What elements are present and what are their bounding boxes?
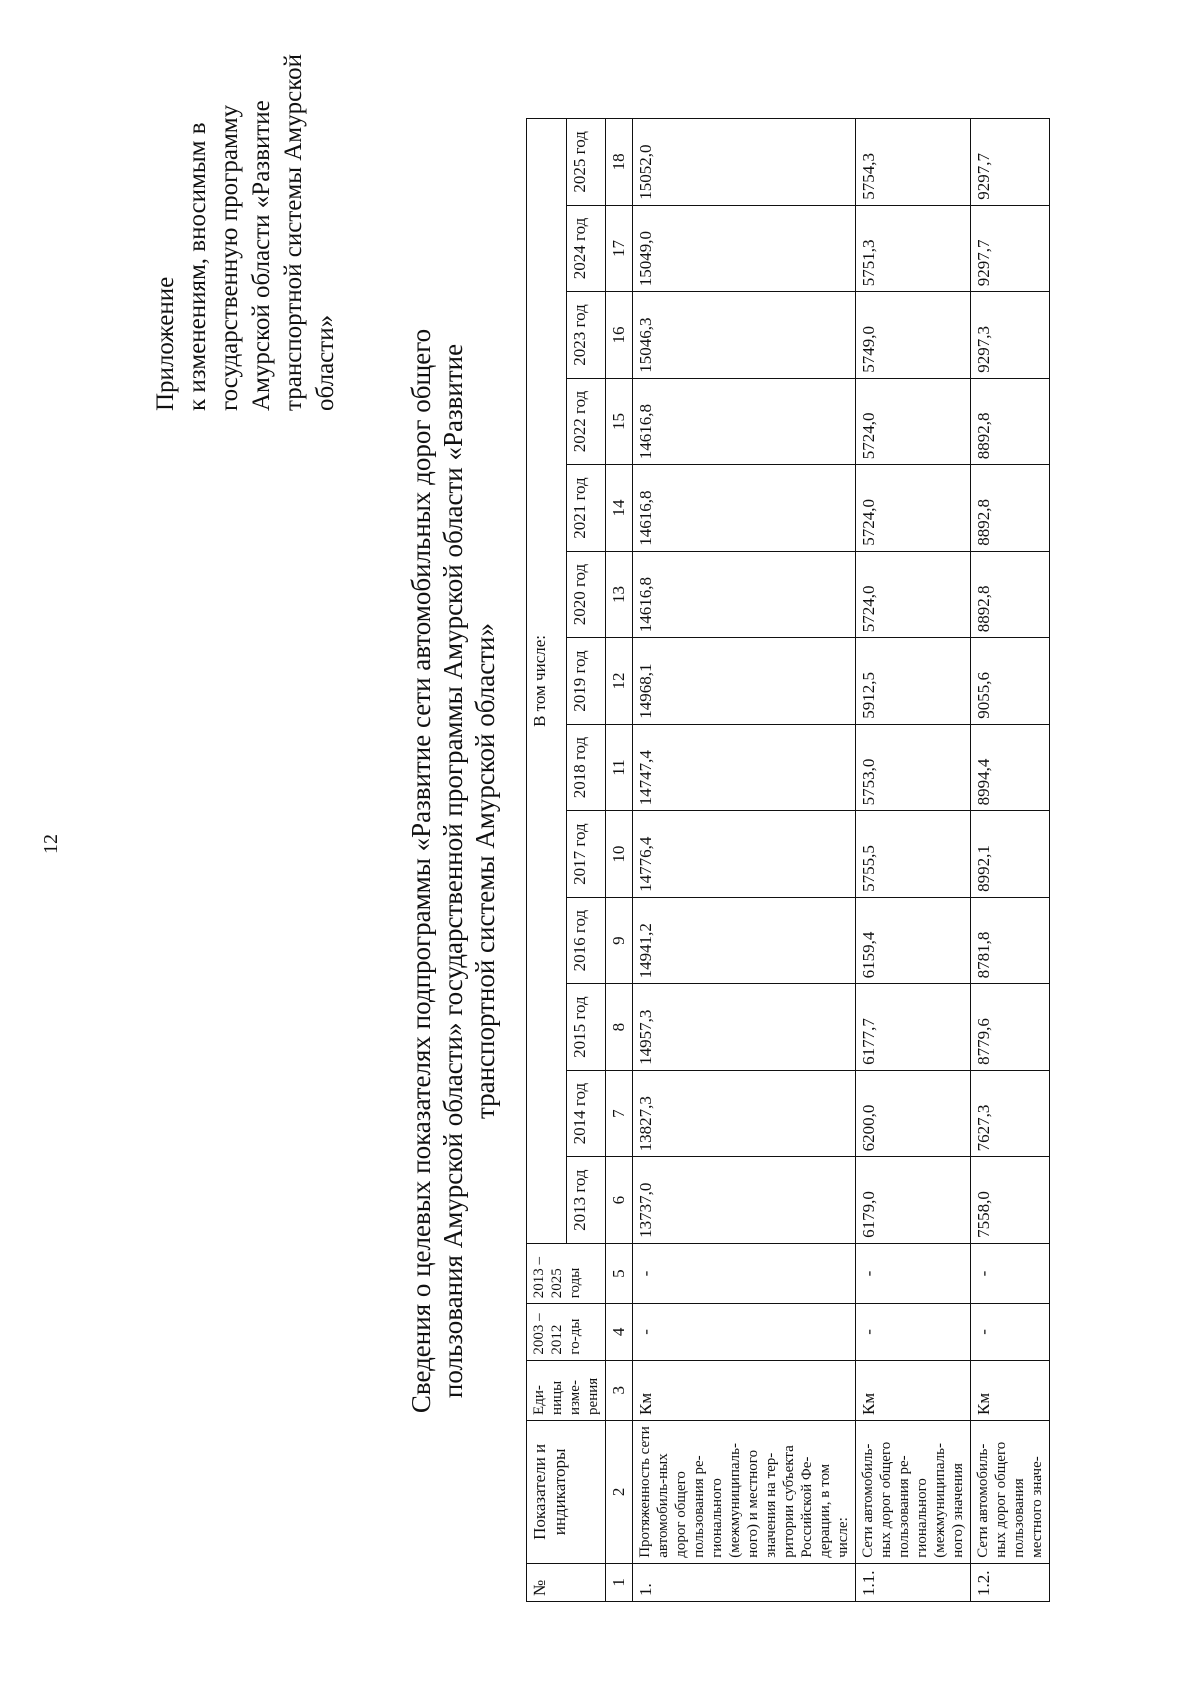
row-indicator-name: Сети автомобиль-ных дорог общего пользования местного значе- bbox=[971, 1420, 1050, 1563]
row-year-value: 9055,6 bbox=[971, 638, 1050, 725]
row-year-value: 8892,8 bbox=[971, 551, 1050, 638]
row-year-value: 6159,4 bbox=[856, 897, 971, 984]
row-unit: Км bbox=[633, 1360, 856, 1420]
row-period-2013-2025: - bbox=[633, 1243, 856, 1303]
row-year-value: 5724,0 bbox=[856, 378, 971, 465]
document-title: Сведения о целевых показателях подпрограммы «Развитие сети автомобильных дорог общего пользования Амурской области» государственной программы Амурской области «Развитие транспортной системы Амурской области» bbox=[406, 328, 500, 1414]
header-row bbox=[527, 119, 567, 1602]
row-period-2013-2025: - bbox=[856, 1243, 971, 1303]
header-year: 2013 год bbox=[566, 1157, 606, 1244]
row-year-value: 15052,0 bbox=[633, 119, 856, 206]
column-number: 10 bbox=[606, 811, 633, 898]
row-year-value: 7627,3 bbox=[971, 1070, 1050, 1157]
row-period-2003-2012: - bbox=[633, 1304, 856, 1360]
table-row bbox=[971, 119, 1050, 1602]
column-number: 2 bbox=[606, 1420, 633, 1563]
header-year: 2016 год bbox=[566, 897, 606, 984]
header-num: № bbox=[527, 1563, 606, 1601]
row-number: 1. bbox=[633, 1563, 856, 1601]
row-year-value: 14968,1 bbox=[633, 638, 856, 725]
table-row bbox=[856, 119, 971, 1602]
row-year-value: 8781,8 bbox=[971, 897, 1050, 984]
column-number: 5 bbox=[606, 1243, 633, 1303]
header-unit: Еди-ницы изме-рения bbox=[527, 1360, 606, 1420]
header-indicator: Показатели и индикаторы bbox=[527, 1420, 606, 1563]
header-year: 2024 год bbox=[566, 205, 606, 292]
page-number: 12 bbox=[40, 834, 62, 854]
column-number: 9 bbox=[606, 897, 633, 984]
header-year: 2018 год bbox=[566, 724, 606, 811]
row-year-value: 15049,0 bbox=[633, 205, 856, 292]
row-year-value: 14616,8 bbox=[633, 465, 856, 552]
row-year-value: 8994,4 bbox=[971, 724, 1050, 811]
row-year-value: 14776,4 bbox=[633, 811, 856, 898]
row-unit: Км bbox=[856, 1360, 971, 1420]
appendix-line: области» bbox=[312, 314, 339, 411]
row-indicator-name: Протяженность сети автомобиль-ных дорог общего пользования ре-гионального (межмуниципаль-ного) и местного значения на тер-ритории субъекта Российской Фе-дерации, в том числе: bbox=[633, 1420, 856, 1563]
appendix-line: Приложение bbox=[152, 276, 179, 411]
row-year-value: 7558,0 bbox=[971, 1157, 1050, 1244]
column-number: 4 bbox=[606, 1304, 633, 1360]
column-number: 14 bbox=[606, 465, 633, 552]
row-year-value: 15046,3 bbox=[633, 292, 856, 379]
appendix-line: государственную программу bbox=[216, 104, 243, 411]
column-number: 13 bbox=[606, 551, 633, 638]
row-year-value: 14747,4 bbox=[633, 724, 856, 811]
row-number: 1.1. bbox=[856, 1563, 971, 1601]
header-including: В том числе: bbox=[527, 119, 567, 1244]
header-year: 2015 год bbox=[566, 984, 606, 1071]
column-number: 11 bbox=[606, 724, 633, 811]
column-number: 6 bbox=[606, 1157, 633, 1244]
header-year: 2023 год bbox=[566, 292, 606, 379]
column-number: 7 bbox=[606, 1070, 633, 1157]
row-year-value: 14616,8 bbox=[633, 551, 856, 638]
row-year-value: 5724,0 bbox=[856, 551, 971, 638]
row-year-value: 6200,0 bbox=[856, 1070, 971, 1157]
appendix-line: Амурской области «Развитие bbox=[248, 100, 275, 411]
row-indicator-name: Сети автомобиль-ных дорог общего пользования ре-гионального (межмуниципаль-ного) значения bbox=[856, 1420, 971, 1563]
row-period-2013-2025: - bbox=[971, 1243, 1050, 1303]
header-year: 2014 год bbox=[566, 1070, 606, 1157]
row-year-value: 5724,0 bbox=[856, 465, 971, 552]
column-number: 8 bbox=[606, 984, 633, 1071]
column-number: 1 bbox=[606, 1563, 633, 1601]
appendix-line: к изменениям, вносимым в bbox=[184, 122, 211, 411]
row-year-value: 8892,8 bbox=[971, 465, 1050, 552]
row-year-value: 5755,5 bbox=[856, 811, 971, 898]
row-year-value: 14957,3 bbox=[633, 984, 856, 1071]
row-year-value: 14616,8 bbox=[633, 378, 856, 465]
header-year: 2019 год bbox=[566, 638, 606, 725]
row-year-value: 6177,7 bbox=[856, 984, 971, 1071]
row-year-value: 9297,7 bbox=[971, 205, 1050, 292]
column-number: 16 bbox=[606, 292, 633, 379]
row-year-value: 13827,3 bbox=[633, 1070, 856, 1157]
column-number: 12 bbox=[606, 638, 633, 725]
row-year-value: 5749,0 bbox=[856, 292, 971, 379]
row-year-value: 8779,6 bbox=[971, 984, 1050, 1071]
row-year-value: 5754,3 bbox=[856, 119, 971, 206]
row-year-value: 14941,2 bbox=[633, 897, 856, 984]
column-number: 17 bbox=[606, 205, 633, 292]
header-period-2003-2012: 2003 – 2012 го-ды bbox=[527, 1304, 606, 1360]
header-year: 2022 год bbox=[566, 378, 606, 465]
row-year-value: 5912,5 bbox=[856, 638, 971, 725]
indicators-table bbox=[526, 118, 1050, 1602]
row-year-value: 8992,1 bbox=[971, 811, 1050, 898]
header-period-2013-2025: 2013 – 2025 годы bbox=[527, 1243, 606, 1303]
row-number: 1.2. bbox=[971, 1563, 1050, 1601]
row-period-2003-2012: - bbox=[856, 1304, 971, 1360]
row-year-value: 8892,8 bbox=[971, 378, 1050, 465]
row-period-2003-2012: - bbox=[971, 1304, 1050, 1360]
row-year-value: 5753,0 bbox=[856, 724, 971, 811]
row-year-value: 9297,3 bbox=[971, 292, 1050, 379]
row-year-value: 9297,7 bbox=[971, 119, 1050, 206]
header-year: 2017 год bbox=[566, 811, 606, 898]
header-year: 2021 год bbox=[566, 465, 606, 552]
column-number: 15 bbox=[606, 378, 633, 465]
row-year-value: 5751,3 bbox=[856, 205, 971, 292]
column-number: 18 bbox=[606, 119, 633, 206]
header-year: 2025 год bbox=[566, 119, 606, 206]
appendix-note bbox=[150, 41, 342, 411]
row-year-value: 13737,0 bbox=[633, 1157, 856, 1244]
column-number: 3 bbox=[606, 1360, 633, 1420]
appendix-line: транспортной системы Амурской bbox=[280, 54, 307, 411]
table-row bbox=[633, 119, 856, 1602]
column-numbers-row bbox=[606, 119, 633, 1602]
header-year: 2020 год bbox=[566, 551, 606, 638]
row-year-value: 6179,0 bbox=[856, 1157, 971, 1244]
row-unit: Км bbox=[971, 1360, 1050, 1420]
